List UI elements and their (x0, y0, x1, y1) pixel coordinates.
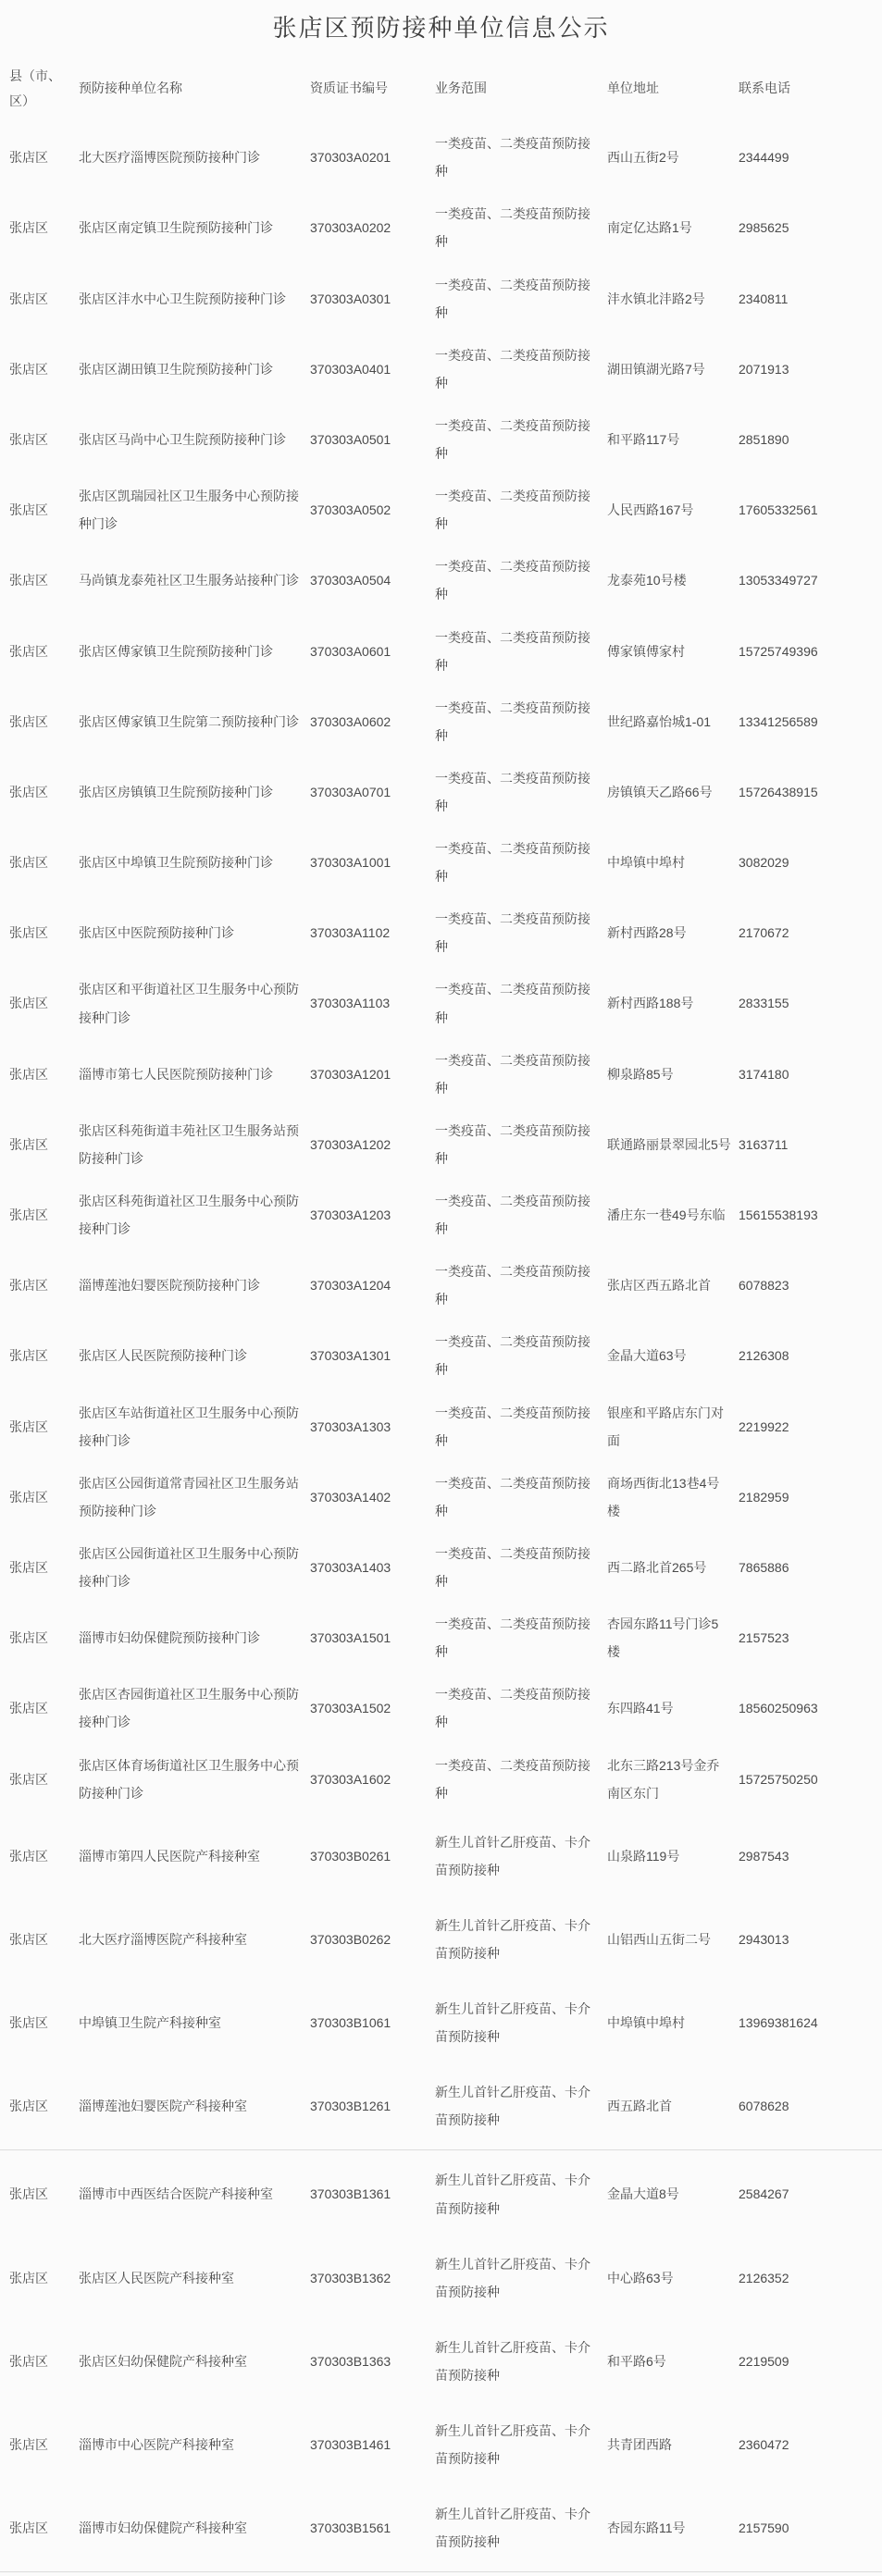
table-row (0, 404, 882, 475)
cell-phone: 2985625 (739, 220, 789, 236)
cell-phone: 2157590 (739, 2520, 789, 2536)
table-row (0, 1981, 882, 2064)
cell-county: 张店区 (9, 996, 48, 1011)
cell-unit-name: 张店区人民医院预防接种门诊 (79, 1348, 247, 1364)
table-row (0, 898, 882, 968)
cell-phone: 15726438915 (739, 784, 818, 799)
table-row (0, 2486, 882, 2570)
cell-business-scope: 新生儿首针乙肝疫苗、卡介苗预防接种 (435, 2423, 590, 2467)
cell-county: 张店区 (9, 573, 48, 588)
cell-cert-number: 370303A1301 (310, 1348, 391, 1364)
cell-unit-name: 张店区沣水中心卫生院预防接种门诊 (79, 291, 286, 306)
cell-cert-number: 370303A1402 (310, 1489, 391, 1505)
cell-phone: 13053349727 (739, 573, 818, 588)
cell-phone: 6078823 (739, 1278, 789, 1294)
cell-phone: 2219509 (739, 2353, 789, 2369)
cell-phone: 13341256589 (739, 713, 818, 729)
header-phone: 联系电话 (739, 80, 790, 96)
cell-address: 中埠镇中埠村 (607, 855, 685, 871)
table-row (0, 1109, 882, 1180)
cell-cert-number: 370303A0202 (310, 220, 391, 236)
cell-unit-name: 北大医疗淄博医院预防接种门诊 (79, 150, 260, 166)
cell-phone: 3082029 (739, 855, 789, 871)
cell-business-scope: 一类疫苗、二类疫苗预防接种 (435, 1475, 590, 1518)
cell-cert-number: 370303A1204 (310, 1278, 391, 1294)
cell-county: 张店区 (9, 2015, 48, 2031)
cell-business-scope: 一类疫苗、二类疫苗预防接种 (435, 1616, 590, 1660)
cell-unit-name: 张店区傅家镇卫生院第二预防接种门诊 (79, 713, 299, 729)
section-divider (0, 2149, 882, 2150)
cell-cert-number: 370303A0701 (310, 784, 391, 799)
cell-phone: 18560250963 (739, 1701, 818, 1716)
bottom-border (0, 2571, 882, 2572)
cell-unit-name: 中埠镇卫生院产科接种室 (79, 2015, 221, 2031)
cell-unit-name: 淄博市中西医结合医院产科接种室 (79, 2186, 273, 2202)
cell-unit-name: 张店区杏园街道社区卫生服务中心预防接种门诊 (79, 1687, 299, 1730)
cell-cert-number: 370303A1602 (310, 1771, 391, 1787)
cell-phone: 2851890 (739, 431, 789, 447)
cell-address: 金晶大道63号 (607, 1348, 687, 1364)
cell-unit-name: 张店区中医院预防接种门诊 (79, 925, 234, 941)
cell-business-scope: 一类疫苗、二类疫苗预防接种 (435, 1687, 590, 1730)
table-row (0, 1250, 882, 1320)
table-row (0, 545, 882, 615)
cell-county: 张店区 (9, 2099, 48, 2114)
table-row (0, 1532, 882, 1603)
table-row (0, 1320, 882, 1391)
cell-address: 山泉路119号 (607, 1848, 680, 1864)
table-header-row (0, 56, 882, 120)
cell-phone: 2182959 (739, 1489, 789, 1505)
cell-address: 房镇镇天乙路66号 (607, 784, 713, 799)
cell-county: 张店区 (9, 713, 48, 729)
cell-unit-name: 张店区体育场街道社区卫生服务中心预防接种门诊 (79, 1757, 299, 1801)
table-row (0, 1039, 882, 1109)
cell-unit-name: 张店区和平街道社区卫生服务中心预防接种门诊 (79, 982, 299, 1025)
cell-cert-number: 370303B0262 (310, 1931, 391, 1947)
cell-phone: 2219922 (739, 1418, 789, 1434)
cell-phone: 2584267 (739, 2186, 789, 2202)
cell-cert-number: 370303A1202 (310, 1136, 391, 1152)
cell-business-scope: 新生儿首针乙肝疫苗、卡介苗预防接种 (435, 1917, 590, 1961)
cell-business-scope: 新生儿首针乙肝疫苗、卡介苗预防接种 (435, 1834, 590, 1877)
cell-cert-number: 370303A0504 (310, 573, 391, 588)
cell-unit-name: 淄博市妇幼保健院产科接种室 (79, 2520, 247, 2536)
table-row (0, 264, 882, 334)
table-row (0, 827, 882, 898)
cell-county: 张店区 (9, 855, 48, 871)
table-row (0, 968, 882, 1038)
cell-unit-name: 马尚镇龙泰苑社区卫生服务站接种门诊 (79, 573, 299, 588)
cell-unit-name: 张店区中埠镇卫生院预防接种门诊 (79, 855, 273, 871)
cell-address: 中心路63号 (607, 2270, 674, 2285)
cell-county: 张店区 (9, 2186, 48, 2202)
cell-unit-name: 张店区南定镇卫生院预防接种门诊 (79, 220, 273, 236)
page-title: 张店区预防接种单位信息公示 (272, 15, 610, 42)
cell-unit-name: 张店区科苑街道社区卫生服务中心预防接种门诊 (79, 1194, 299, 1237)
cell-county: 张店区 (9, 1848, 48, 1864)
cell-business-scope: 一类疫苗、二类疫苗预防接种 (435, 417, 590, 462)
cell-unit-name: 张店区湖田镇卫生院预防接种门诊 (79, 361, 273, 377)
cell-county: 张店区 (9, 643, 48, 659)
cell-address: 西五路北首 (607, 2099, 672, 2114)
cell-business-scope: 一类疫苗、二类疫苗预防接种 (435, 629, 590, 673)
cell-county: 张店区 (9, 220, 48, 236)
cell-cert-number: 370303A0501 (310, 431, 391, 447)
cell-address: 世纪路嘉怡城1-01 (607, 713, 712, 729)
cell-business-scope: 一类疫苗、二类疫苗预防接种 (435, 347, 590, 390)
cell-county: 张店区 (9, 2437, 48, 2453)
cell-address: 潘庄东一巷49号东临 (607, 1208, 726, 1223)
header-county: 县（市、区） (9, 68, 61, 108)
cell-cert-number: 370303A1201 (310, 1066, 391, 1082)
cell-phone: 2943013 (739, 1931, 789, 1947)
cell-address: 湖田镇湖光路7号 (607, 361, 705, 377)
cell-business-scope: 一类疫苗、二类疫苗预防接种 (435, 1264, 590, 1307)
cell-unit-name: 张店区傅家镇卫生院预防接种门诊 (79, 643, 273, 659)
cell-business-scope: 一类疫苗、二类疫苗预防接种 (435, 982, 590, 1025)
cell-county: 张店区 (9, 150, 48, 166)
cell-cert-number: 370303A0601 (310, 643, 391, 659)
cell-business-scope: 一类疫苗、二类疫苗预防接种 (435, 911, 590, 955)
cell-cert-number: 370303B1061 (310, 2015, 391, 2031)
table-row (0, 475, 882, 545)
table-row (0, 334, 882, 404)
cell-phone: 2126352 (739, 2270, 789, 2285)
cell-cert-number: 370303B1561 (310, 2520, 391, 2536)
cell-cert-number: 370303A1001 (310, 855, 391, 871)
cell-cert-number: 370303B1363 (310, 2353, 391, 2369)
cell-county: 张店区 (9, 1771, 48, 1787)
cell-address: 北东三路213号金乔南区东门 (607, 1757, 720, 1801)
cell-cert-number: 370303A1102 (310, 925, 391, 941)
cell-address: 中埠镇中埠村 (607, 2015, 685, 2031)
cell-cert-number: 370303A1303 (310, 1418, 391, 1434)
cell-address: 西二路北首265号 (607, 1559, 707, 1575)
table-row (0, 757, 882, 827)
cell-business-scope: 一类疫苗、二类疫苗预防接种 (435, 1052, 590, 1096)
cell-unit-name: 张店区房镇镇卫生院预防接种门诊 (79, 784, 273, 799)
cell-county: 张店区 (9, 502, 48, 518)
cell-address: 共青团西路 (607, 2437, 672, 2453)
cell-cert-number: 370303B1461 (310, 2437, 391, 2453)
cell-unit-name: 张店区科苑街道丰苑社区卫生服务站预防接种门诊 (79, 1122, 299, 1166)
cell-county: 张店区 (9, 1489, 48, 1505)
cell-address: 傅家镇傅家村 (607, 643, 685, 659)
cell-county: 张店区 (9, 925, 48, 941)
cell-county: 张店区 (9, 431, 48, 447)
header-address: 单位地址 (607, 80, 659, 96)
cell-unit-name: 淄博莲池妇婴医院预防接种门诊 (79, 1278, 260, 1294)
cell-address: 柳泉路85号 (607, 1066, 674, 1082)
cell-unit-name: 淄博市第四人民医院产科接种室 (79, 1848, 260, 1864)
cell-cert-number: 370303A1501 (310, 1630, 391, 1646)
cell-phone: 2170672 (739, 925, 789, 941)
cell-cert-number: 370303A0602 (310, 713, 391, 729)
cell-business-scope: 一类疫苗、二类疫苗预防接种 (435, 1545, 590, 1590)
cell-county: 张店区 (9, 361, 48, 377)
cell-county: 张店区 (9, 1136, 48, 1152)
cell-county: 张店区 (9, 2520, 48, 2536)
cell-phone: 3163711 (739, 1136, 789, 1152)
cell-county: 张店区 (9, 1630, 48, 1646)
cell-phone: 2987543 (739, 1848, 789, 1864)
cell-address: 新村西路28号 (607, 925, 687, 941)
cell-business-scope: 一类疫苗、二类疫苗预防接种 (435, 1194, 590, 1237)
table-row (0, 687, 882, 757)
cell-address: 金晶大道8号 (607, 2186, 679, 2202)
cell-address: 东四路41号 (607, 1701, 674, 1716)
cell-phone: 2157523 (739, 1630, 789, 1646)
cell-cert-number: 370303A1103 (310, 996, 391, 1011)
table-row (0, 1814, 882, 1898)
cell-county: 张店区 (9, 1559, 48, 1575)
cell-address: 杏园东路11号门诊5楼 (607, 1616, 719, 1660)
cell-address: 西山五街2号 (607, 150, 679, 166)
cell-business-scope: 一类疫苗、二类疫苗预防接种 (435, 1405, 590, 1448)
cell-cert-number: 370303A0401 (310, 361, 391, 377)
cell-phone: 7865886 (739, 1559, 789, 1575)
cell-address: 张店区西五路北首 (607, 1278, 711, 1294)
cell-business-scope: 一类疫苗、二类疫苗预防接种 (435, 700, 590, 743)
cell-cert-number: 370303A1502 (310, 1701, 391, 1716)
cell-unit-name: 张店区凯瑞园社区卫生服务中心预防接种门诊 (79, 489, 299, 532)
cell-county: 张店区 (9, 1701, 48, 1716)
table-row (0, 1180, 882, 1250)
cell-cert-number: 370303B1361 (310, 2186, 391, 2202)
cell-unit-name: 淄博市中心医院产科接种室 (79, 2437, 234, 2453)
cell-business-scope: 一类疫苗、二类疫苗预防接种 (435, 841, 590, 885)
header-unit-name: 预防接种单位名称 (79, 80, 182, 96)
cell-phone: 3174180 (739, 1066, 789, 1082)
cell-business-scope: 新生儿首针乙肝疫苗、卡介苗预防接种 (435, 2256, 590, 2299)
cell-county: 张店区 (9, 1931, 48, 1947)
cell-phone: 13969381624 (739, 2015, 818, 2031)
cell-county: 张店区 (9, 1418, 48, 1434)
cell-county: 张店区 (9, 1348, 48, 1364)
table-row (0, 2152, 882, 2235)
table-row (0, 1392, 882, 1462)
cell-county: 张店区 (9, 2353, 48, 2369)
cell-county: 张店区 (9, 2270, 48, 2285)
cell-cert-number: 370303A0301 (310, 291, 391, 306)
cell-unit-name: 张店区妇幼保健院产科接种室 (79, 2353, 247, 2369)
table-row (0, 2320, 882, 2403)
cell-address: 和平路6号 (607, 2353, 666, 2369)
table-row (0, 122, 882, 192)
cell-business-scope: 一类疫苗、二类疫苗预防接种 (435, 136, 590, 180)
cell-address: 南定亿达路1号 (607, 220, 692, 236)
cell-business-scope: 新生儿首针乙肝疫苗、卡介苗预防接种 (435, 2085, 590, 2128)
cell-unit-name: 张店区马尚中心卫生院预防接种门诊 (79, 431, 286, 447)
cell-county: 张店区 (9, 1208, 48, 1223)
cell-unit-name: 张店区车站街道社区卫生服务中心预防接种门诊 (79, 1405, 299, 1448)
cell-phone: 2126308 (739, 1348, 789, 1364)
table-row (0, 1898, 882, 1981)
table-row (0, 1744, 882, 1814)
cell-cert-number: 370303A0201 (310, 150, 391, 166)
cell-address: 龙泰苑10号楼 (607, 573, 687, 588)
cell-unit-name: 张店区公园街道社区卫生服务中心预防接种门诊 (79, 1545, 299, 1590)
table-row (0, 1462, 882, 1532)
cell-county: 张店区 (9, 1278, 48, 1294)
cell-business-scope: 新生儿首针乙肝疫苗、卡介苗预防接种 (435, 2173, 590, 2216)
cell-business-scope: 新生儿首针乙肝疫苗、卡介苗预防接种 (435, 2507, 590, 2550)
cell-business-scope: 一类疫苗、二类疫苗预防接种 (435, 1757, 590, 1801)
cell-address: 联通路丽景翠园北5号 (607, 1136, 731, 1152)
header-business-scope: 业务范围 (435, 80, 487, 96)
cell-address: 和平路117号 (607, 431, 680, 447)
cell-phone: 2071913 (739, 361, 789, 377)
cell-unit-name: 张店区公园街道常青园社区卫生服务站预防接种门诊 (79, 1475, 299, 1518)
table-row (0, 1673, 882, 1743)
cell-phone: 15615538193 (739, 1208, 818, 1223)
table-row (0, 1603, 882, 1673)
table-row (0, 2403, 882, 2486)
cell-county: 张店区 (9, 291, 48, 306)
cell-unit-name: 张店区人民医院产科接种室 (79, 2270, 234, 2285)
cell-phone: 2360472 (739, 2437, 789, 2453)
cell-cert-number: 370303B1362 (310, 2270, 391, 2285)
cell-phone: 17605332561 (739, 502, 818, 518)
table-row (0, 2236, 882, 2320)
cell-business-scope: 一类疫苗、二类疫苗预防接种 (435, 206, 590, 250)
header-cert-number: 资质证书编号 (310, 80, 388, 96)
cell-address: 新村西路188号 (607, 996, 694, 1011)
table-row (0, 2064, 882, 2148)
cell-business-scope: 一类疫苗、二类疫苗预防接种 (435, 1122, 590, 1166)
cell-phone: 15725750250 (739, 1771, 818, 1787)
cell-business-scope: 一类疫苗、二类疫苗预防接种 (435, 559, 590, 602)
cell-cert-number: 370303A1403 (310, 1559, 391, 1575)
table-row (0, 192, 882, 263)
cell-unit-name: 北大医疗淄博医院产科接种室 (79, 1931, 247, 1947)
cell-unit-name: 淄博市第七人民医院预防接种门诊 (79, 1066, 273, 1082)
cell-unit-name: 淄博市妇幼保健院预防接种门诊 (79, 1630, 260, 1646)
cell-address: 山铝西山五街二号 (607, 1931, 711, 1947)
cell-county: 张店区 (9, 784, 48, 799)
cell-phone: 15725749396 (739, 643, 818, 659)
cell-phone: 2833155 (739, 996, 789, 1011)
cell-phone: 2344499 (739, 150, 789, 166)
cell-cert-number: 370303A0502 (310, 502, 391, 518)
cell-address: 商场西街北13巷4号楼 (607, 1475, 720, 1518)
cell-business-scope: 一类疫苗、二类疫苗预防接种 (435, 277, 590, 320)
table-row (0, 616, 882, 687)
cell-cert-number: 370303B1261 (310, 2099, 391, 2114)
cell-cert-number: 370303B0261 (310, 1848, 391, 1864)
cell-phone: 2340811 (739, 291, 789, 306)
cell-county: 张店区 (9, 1066, 48, 1082)
cell-business-scope: 新生儿首针乙肝疫苗、卡介苗预防接种 (435, 2339, 590, 2383)
cell-cert-number: 370303A1203 (310, 1208, 391, 1223)
table-body (0, 122, 882, 2570)
cell-unit-name: 淄博莲池妇婴医院产科接种室 (79, 2099, 247, 2114)
cell-address: 银座和平路店东门对面 (607, 1405, 724, 1448)
cell-business-scope: 一类疫苗、二类疫苗预防接种 (435, 770, 590, 813)
cell-business-scope: 新生儿首针乙肝疫苗、卡介苗预防接种 (435, 2001, 590, 2045)
cell-address: 杏园东路11号 (607, 2520, 686, 2536)
cell-address: 人民西路167号 (607, 502, 694, 518)
cell-phone: 6078628 (739, 2099, 789, 2114)
cell-business-scope: 一类疫苗、二类疫苗预防接种 (435, 1334, 590, 1378)
cell-address: 沣水镇北沣路2号 (607, 291, 705, 306)
cell-business-scope: 一类疫苗、二类疫苗预防接种 (435, 489, 590, 532)
